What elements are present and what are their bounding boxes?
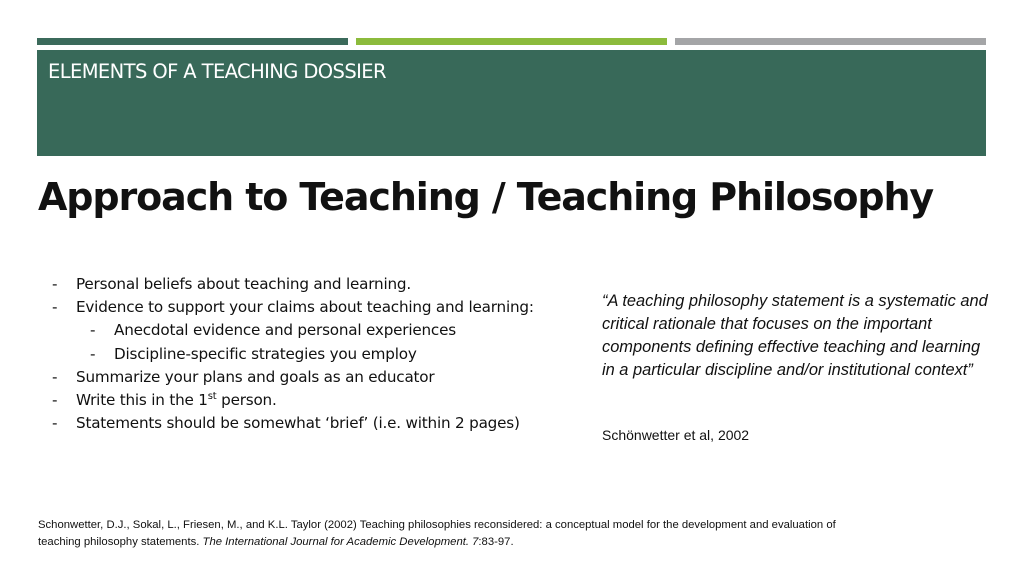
ordinal-superscript: st: [207, 390, 217, 402]
reference-text: teaching philosophy statements.: [38, 535, 203, 548]
sub-bullet-item: [52, 319, 592, 342]
bullet-text: Personal beliefs about teaching and learning.: [76, 275, 411, 293]
slide-subtitle: Approach to Teaching / Teaching Philosophy: [38, 175, 934, 219]
bullet-text: Summarize your plans and goals as an educator: [76, 367, 435, 386]
bullet-dash: -: [52, 390, 58, 409]
accent-bar-dark-green: [37, 38, 348, 45]
reference-line-2: [38, 534, 998, 551]
accent-bar-light-green: [356, 38, 667, 45]
bullet-text: Anecdotal evidence and personal experiences: [114, 321, 456, 340]
bullet-text: [76, 391, 277, 409]
bullet-text: Discipline-specific strategies you employ: [114, 344, 417, 363]
philosophy-quote: “A teaching philosophy statement is a systematic and critical rationale that focuses on the important components defining effective teaching and learning in a particular discipline and/or institutional context”: [602, 292, 988, 380]
reference-citation: [38, 517, 998, 550]
bullet-list: [52, 273, 592, 435]
bullet-text: Statements should be somewhat ‘brief’ (i.e. within 2 pages): [76, 414, 520, 433]
journal-name: The International Journal for Academic Development. 7: [202, 535, 479, 548]
bullet-item: [52, 296, 592, 319]
header-banner: [37, 50, 986, 156]
bullet-text: Evidence to support your claims about teaching and learning:: [76, 298, 534, 317]
bullet-item: [52, 366, 592, 389]
bullet-dash: -: [90, 344, 96, 363]
sub-bullet-item: [52, 343, 592, 366]
reference-pages: :83-97.: [478, 535, 514, 548]
bullet-text-end: person.: [216, 390, 277, 409]
bullet-dash: -: [52, 275, 58, 293]
reference-line-1: Schonwetter, D.J., Sokal, L., Friesen, M., and K.L. Taylor (2002) Teaching philosophies reconsidered: a conceptual model for the development and evaluation of: [38, 519, 836, 531]
bullet-text-start: Write this in the 1: [76, 390, 208, 409]
header-title: ELEMENTS OF A TEACHING DOSSIER: [48, 60, 386, 83]
quote-attribution: Schönwetter et al, 2002: [602, 427, 750, 443]
accent-bar-gray: [675, 38, 986, 45]
bullet-item: [52, 273, 592, 296]
bullet-dash: -: [52, 298, 58, 317]
bullet-item: [52, 412, 592, 435]
bullet-dash: -: [90, 321, 96, 340]
bullet-dash: -: [52, 414, 58, 433]
bullet-item: [52, 389, 592, 412]
bullet-dash: -: [52, 367, 58, 386]
